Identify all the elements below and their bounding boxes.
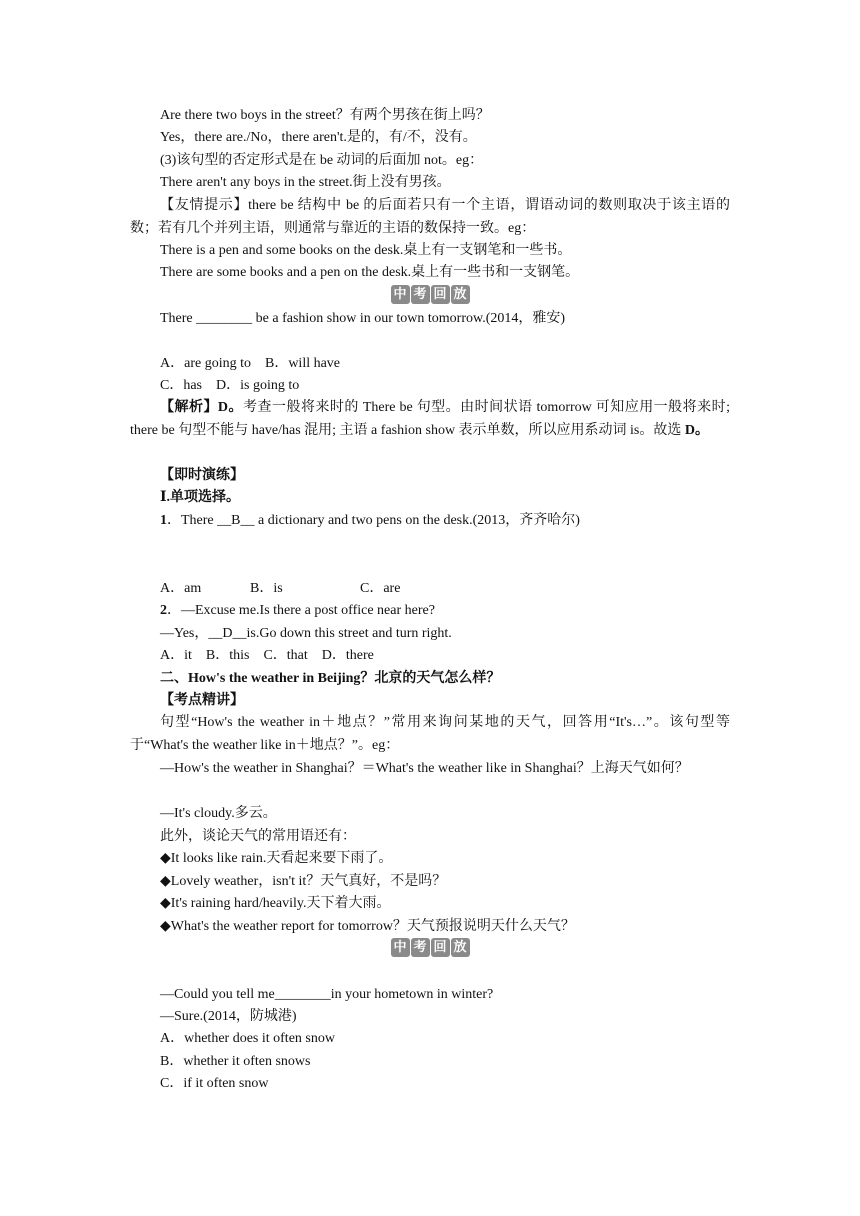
- text-line: Are there two boys in the street？有两个男孩在街上吗？: [160, 108, 490, 123]
- question-option: A．whether does it often snow: [160, 1031, 335, 1046]
- practice-item-1-options: [160, 578, 730, 601]
- question-option: C．if it often snow: [160, 1076, 269, 1091]
- question-option: B．whether it often snows: [160, 1054, 311, 1069]
- badge-char: 放: [451, 938, 470, 957]
- analysis-label: 【解析】D。: [160, 400, 244, 415]
- item-text: a dictionary and two pens on the desk.(2013，齐齐哈尔): [254, 513, 580, 528]
- dialog-line: —It's cloudy.多云。: [160, 806, 277, 821]
- badge-char: 回: [431, 938, 450, 957]
- item-text: ．—Excuse me.Is there a post office near here?: [167, 603, 435, 618]
- option: C．are: [360, 581, 401, 596]
- badge-char: 考: [411, 938, 430, 957]
- analysis-paragraph: [130, 397, 730, 442]
- item-text: —Yes，: [160, 626, 209, 641]
- practice-item-2-options: A．it B．this C．that D．there: [160, 648, 374, 663]
- question-reply: —Sure.(2014，防城港): [160, 1009, 297, 1024]
- dialog-line: —How's the weather in Shanghai？＝What's the weather like in Shanghai？上海天气如何？: [160, 761, 689, 776]
- bullet-item: ◆What's the weather report for tomorrow？天气预报说明天什么天气？: [160, 919, 575, 934]
- bullet-item: ◆It looks like rain.天看起来要下雨了。: [160, 851, 393, 866]
- badge-char: 中: [391, 938, 410, 957]
- section-title-cn: ？北京的天气怎么样？: [360, 671, 501, 686]
- badge-char: 放: [451, 285, 470, 304]
- bullet-item: ◆Lovely weather，isn't it？天气真好，不是吗？: [160, 874, 447, 889]
- analysis-text: 考查一般将来时的 There be 句型。由时间状语 tomorrow 可知应用一般将来时; there be 句型不能与 have/has 混用; 主语 a fashion show 表示单数，所以应用系动词 is。故选: [130, 400, 730, 438]
- example-line: There are some books and a pen on the desk.桌上有一些书和一支钢笔。: [160, 265, 580, 280]
- example-line: There is a pen and some books on the desk.桌上有一支钢笔和一些书。: [160, 243, 572, 258]
- practice-item-2: [160, 600, 730, 623]
- item-answer: __D__: [208, 626, 247, 641]
- practice-section: Ⅰ.单项选择。: [160, 490, 241, 505]
- text-line: Yes，there are./No，there aren't.是的，有/不，没有。: [160, 130, 477, 145]
- exam-review-badge: [0, 938, 860, 957]
- question-options: A．are going to B．will have: [160, 356, 341, 371]
- question-options: C．has D．is going to: [160, 378, 300, 393]
- key-point-heading: 【考点精讲】: [160, 693, 244, 708]
- badge-char: 中: [391, 285, 410, 304]
- item-number: 1: [160, 513, 167, 528]
- option: B．is: [250, 581, 283, 596]
- section-title-en: How's the weather in Beijing: [188, 671, 361, 686]
- badge-char: 考: [411, 285, 430, 304]
- practice-item-2-reply: [160, 623, 730, 646]
- item-number: 2: [160, 603, 167, 618]
- bullet-item: ◆It's raining hard/heavily.天下着大雨。: [160, 896, 391, 911]
- tip-paragraph: 【友情提示】there be 结构中 be 的后面若只有一个主语，谓语动词的数则取决于该主语的数；若有几个并列主语，则通常与靠近的主语的数保持一致。eg：: [130, 198, 730, 236]
- badge-char: 回: [431, 285, 450, 304]
- section-number: 二、: [160, 671, 188, 686]
- item-text: ．There: [167, 513, 218, 528]
- practice-heading: 【即时演练】: [160, 468, 244, 483]
- item-text: is.Go down this street and turn right.: [246, 626, 452, 641]
- question-stem: —Could you tell me________in your hometown in winter?: [160, 987, 494, 1002]
- text-line: (3)该句型的否定形式是在 be 动词的后面加 not。eg：: [160, 153, 484, 168]
- question-stem: There ________ be a fashion show in our town tomorrow.(2014，雅安): [160, 311, 566, 326]
- intro-line: 此外，谈论天气的常用语还有：: [160, 829, 356, 844]
- option: A．am: [160, 581, 202, 596]
- item-answer: __B__: [217, 513, 255, 528]
- section-title: [160, 668, 730, 691]
- analysis-answer: D。: [684, 422, 710, 438]
- exam-review-badge: [0, 285, 860, 304]
- key-point-paragraph: 句型“How's the weather in＋地点？”常用来询问某地的天气，回答用“It's…”。该句型等于“What's the weather like in＋地点？”。eg：: [130, 715, 730, 753]
- practice-item-1: [160, 510, 730, 533]
- text-line: There aren't any boys in the street.街上没有男孩。: [160, 175, 451, 190]
